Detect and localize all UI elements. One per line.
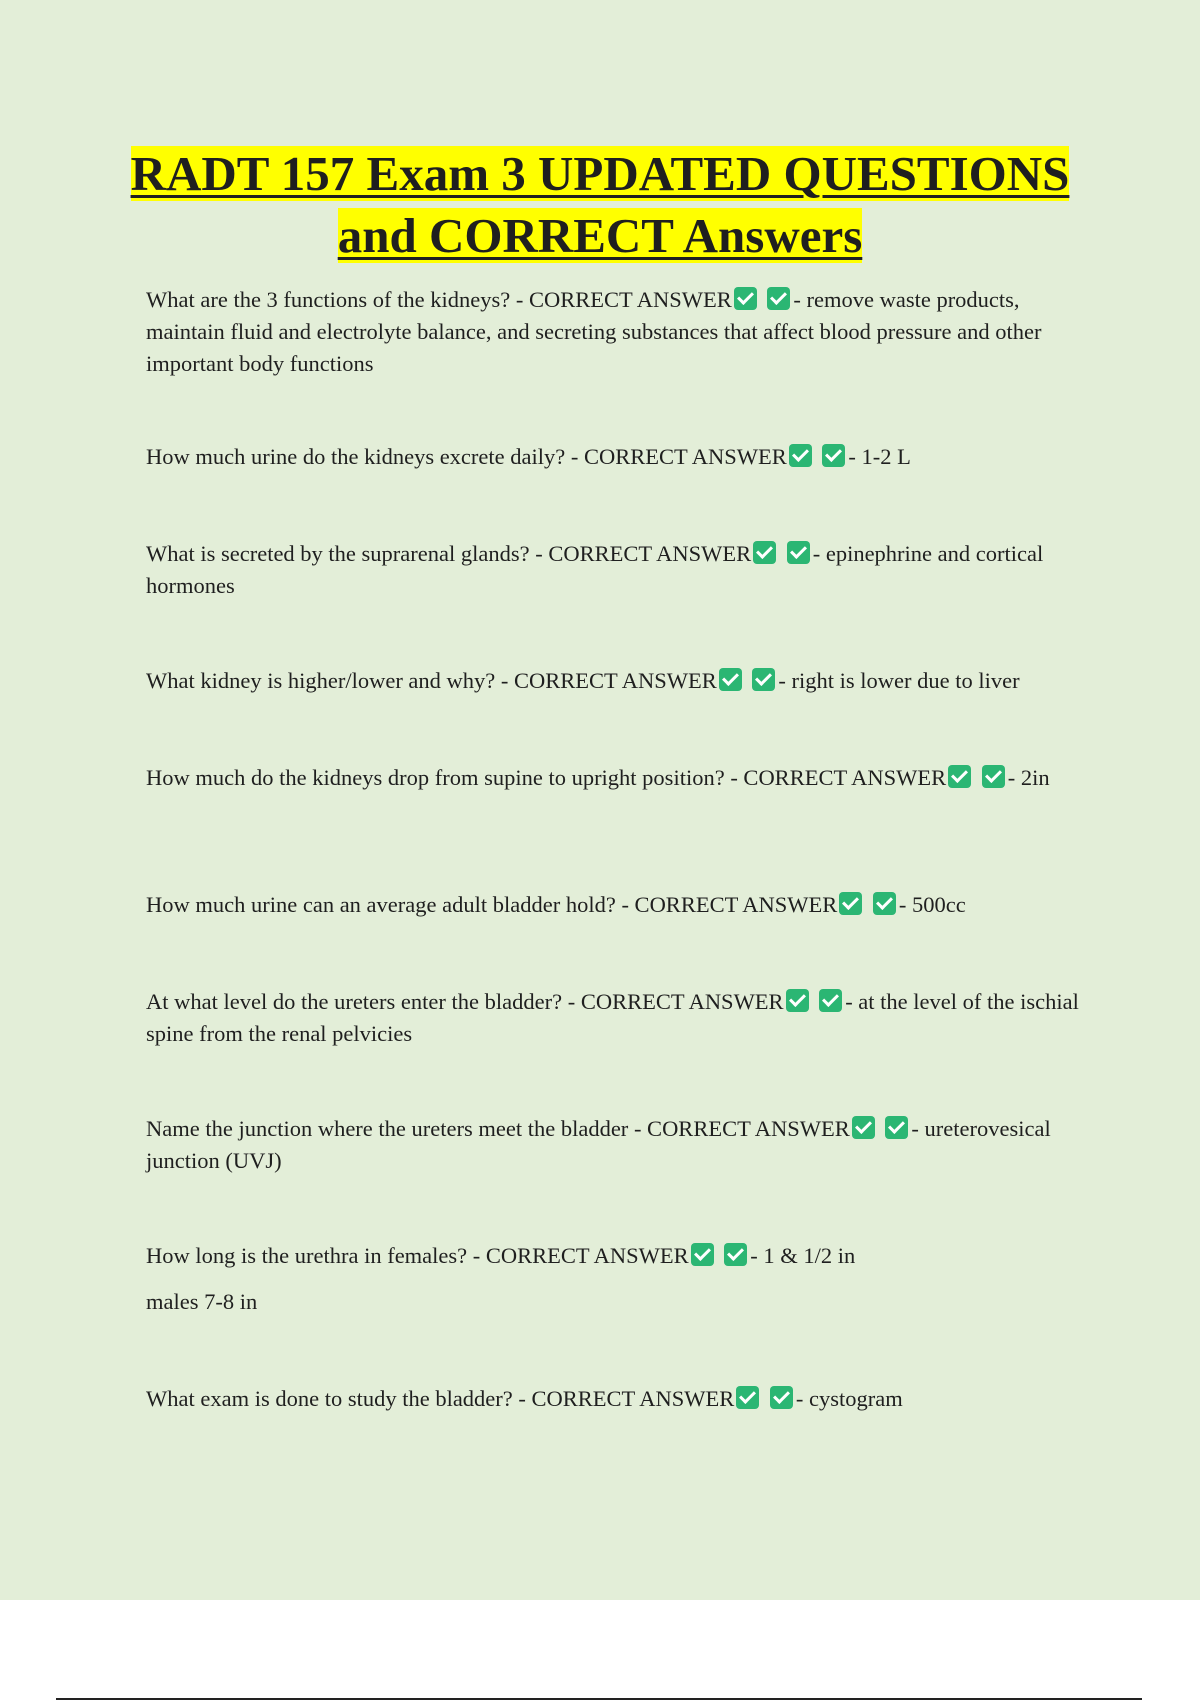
answer-text: - 1-2 L [848, 444, 911, 469]
qa-item [146, 441, 1092, 473]
check-icon [787, 541, 810, 564]
answer-text: - at the level of the ischial spine from the renal pelvicies [146, 989, 1079, 1046]
question-text: At what level do the ureters enter the bladder? [146, 989, 563, 1014]
check-icon [770, 1386, 793, 1409]
question-text: Name the junction where the ureters meet the bladder [146, 1116, 629, 1141]
qa-item [146, 889, 1092, 921]
answer-text: - right is lower due to liver [778, 668, 1020, 693]
answer-marker: - CORRECT ANSWER [570, 444, 787, 469]
answer-marker: - CORRECT ANSWER [535, 541, 752, 566]
check-icon [752, 668, 775, 691]
qa-item [146, 1113, 1092, 1177]
check-icon [691, 1243, 714, 1266]
check-icon [767, 287, 790, 310]
check-icon [948, 765, 971, 788]
check-icon [982, 765, 1005, 788]
qa-item [146, 986, 1092, 1050]
answer-marker: - CORRECT ANSWER [621, 892, 838, 917]
qa-item [146, 1240, 1092, 1318]
question-text: How much do the kidneys drop from supine to upright position? [146, 765, 725, 790]
answer-marker: - CORRECT ANSWER [730, 765, 947, 790]
check-icon [734, 287, 757, 310]
check-icon [839, 892, 862, 915]
question-text: How much urine do the kidneys excrete daily? [146, 444, 566, 469]
document-title [100, 143, 1100, 267]
qa-item [146, 1383, 1092, 1415]
check-icon [822, 444, 845, 467]
qa-item [146, 762, 1092, 794]
question-text: What is secreted by the suprarenal glands? [146, 541, 530, 566]
answer-text: - 2in [1007, 765, 1050, 790]
answer-marker: - CORRECT ANSWER [472, 1243, 689, 1268]
check-icon [786, 989, 809, 1012]
answer-text: - 500cc [898, 892, 966, 917]
check-icon [819, 989, 842, 1012]
answer-marker: - CORRECT ANSWER [633, 1116, 850, 1141]
check-icon [719, 668, 742, 691]
question-text: What kidney is higher/lower and why? [146, 668, 496, 693]
answer-marker: - CORRECT ANSWER [567, 989, 784, 1014]
question-text: How much urine can an average adult bladder hold? [146, 892, 616, 917]
question-text: What exam is done to study the bladder? [146, 1386, 513, 1411]
title-line-1: RADT 157 Exam 3 UPDATED QUESTIONS [130, 146, 1070, 201]
title-line-2: and CORRECT Answers [337, 208, 863, 263]
answer-text: - 1 & 1/2 in [750, 1243, 856, 1268]
answer-text: - ureterovesical junction (UVJ) [146, 1116, 1051, 1173]
answer-extra-line: males 7-8 in [146, 1289, 258, 1314]
answer-text: - epinephrine and cortical hormones [146, 541, 1044, 598]
answer-marker: - CORRECT ANSWER [518, 1386, 735, 1411]
check-icon [885, 1116, 908, 1139]
answer-marker: - CORRECT ANSWER [500, 668, 717, 693]
check-icon [736, 1386, 759, 1409]
answer-text: - cystogram [795, 1386, 903, 1411]
check-icon [789, 444, 812, 467]
question-text: How long is the urethra in females? [146, 1243, 468, 1268]
answer-marker: - CORRECT ANSWER [515, 287, 732, 312]
qa-item [146, 284, 1092, 380]
answer-text: - remove waste products, maintain fluid and electrolyte balance, and secreting substances that affect blood pressure and other important body functions [146, 287, 1042, 376]
qa-item [146, 665, 1092, 697]
check-icon [724, 1243, 747, 1266]
qa-item [146, 538, 1092, 602]
check-icon [873, 892, 896, 915]
check-icon [852, 1116, 875, 1139]
question-text: What are the 3 functions of the kidneys? [146, 287, 511, 312]
check-icon [753, 541, 776, 564]
